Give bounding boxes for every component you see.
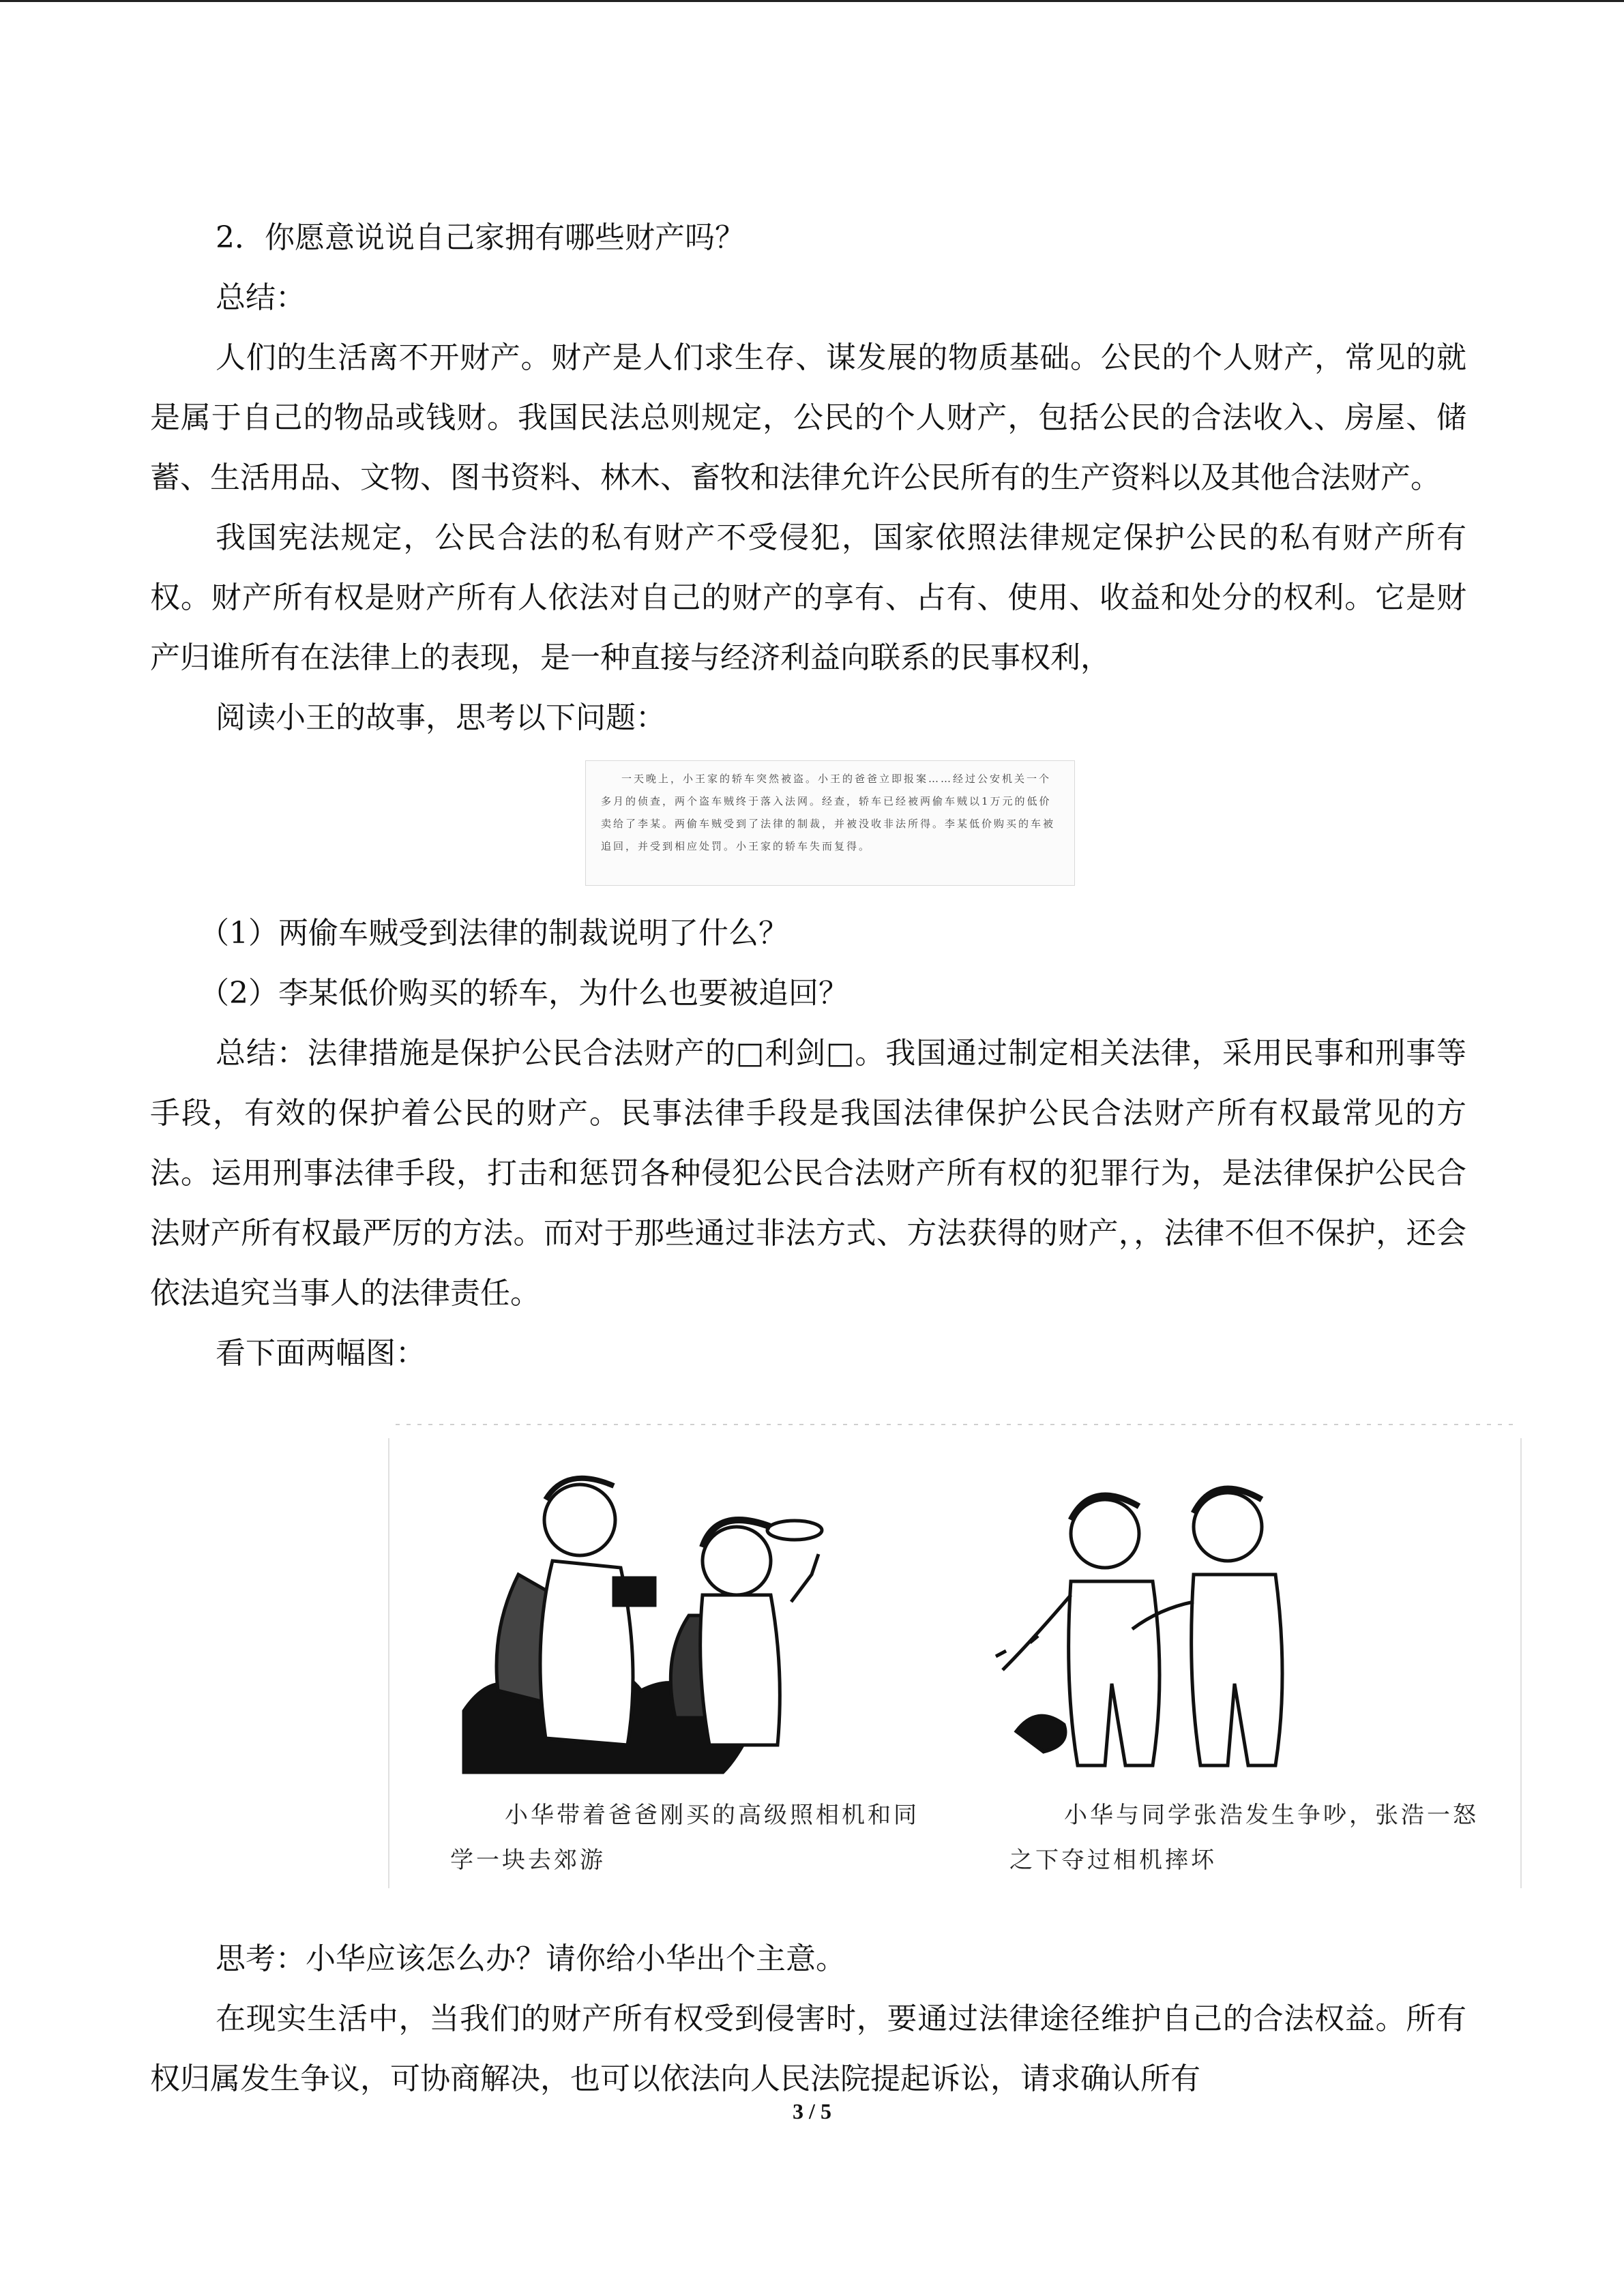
caption-right: 小华与同学张浩发生争吵，张浩一怒之下夺过相机摔坏 [1009, 1802, 1479, 1874]
document-body [150, 208, 1479, 2109]
story-excerpt-image [585, 760, 1075, 886]
question-1-thieves: （1）两偷车贼受到法律的制裁说明了什么？ [199, 916, 788, 951]
look-prompt: 看下面两幅图： [216, 1336, 426, 1371]
question-2: 2．你愿意说说自己家拥有哪些财产吗？ [216, 220, 745, 255]
story-excerpt-text: 一天晚上，小王家的轿车突然被盗。小王的爸爸立即报案……经过公安机关一个多月的侦查，两个盗车贼终于落入法网。经查，轿车已经被两偷车贼以1万元的低价卖给了李某。两偷车贼受到了法律的制裁，并被没收非法所得。李某低价购买的车被追回，并受到相应处罚。小王家的轿车失而复得。 [601, 773, 1056, 852]
page-number: 3 / 5 [793, 2099, 831, 2123]
cartoon-figure [382, 1411, 1528, 1902]
reading-prompt: 阅读小王的故事，思考以下问题： [216, 700, 666, 735]
thinking-prompt: 思考：小华应该怎么办？请你给小华出个主意。 [216, 1941, 846, 1976]
summary-legal-measures: 总结：法律措施是保护公民合法财产的□利剑□。我国通过制定相关法律，采用民事和刑事等手段，有效的保护着公民的财产。民事法律手段是我国法律保护公民合法财产所有权最常见的方法。运用刑事法律手段，打击和惩罚各种侵犯公民合法财产所有权的犯罪行为，是法律保护公民合法财产所有权最严厉的方法。而对于那些通过非法方式、方法获得的财产，，法律不但不保护，还会依法追究当事人的法律责任。 [150, 1036, 1466, 1311]
question-2-car: （2）李某低价购买的轿车，为什么也要被追回？ [199, 976, 848, 1011]
right-panel-drawing [996, 1489, 1282, 1765]
left-panel-drawing [464, 1478, 822, 1772]
caption-left: 小华带着爸爸刚买的高级照相机和同学一块去郊游 [450, 1802, 919, 1874]
paragraph-personal-property: 人们的生活离不开财产。财产是人们求生存、谋发展的物质基础。公民的个人财产，常见的就是属于自己的物品或钱财。我国民法总则规定，公民的个人财产，包括公民的合法收入、房屋、储蓄、生活用品、文物、图书资料、林木、畜牧和法律允许公民所有的生产资料以及其他合法财产。 [150, 340, 1466, 495]
paragraph-constitution: 我国宪法规定，公民合法的私有财产不受侵犯，国家依照法律规定保护公民的私有财产所有权。财产所有权是财产所有人依法对自己的财产的享有、占有、使用、收益和处分的权利。它是财产归谁所有在法律上的表现，是一种直接与经济利益向联系的民事权利， [150, 520, 1466, 675]
paragraph-legal-remedy: 在现实生活中，当我们的财产所有权受到侵害时，要通过法律途径维护自己的合法权益。所有权归属发生争议，可协商解决，也可以依法向人民法院提起诉讼，请求确认所有 [150, 2001, 1466, 2096]
summary-label: 总结： [216, 280, 306, 315]
page-top-border [0, 0, 1624, 2]
